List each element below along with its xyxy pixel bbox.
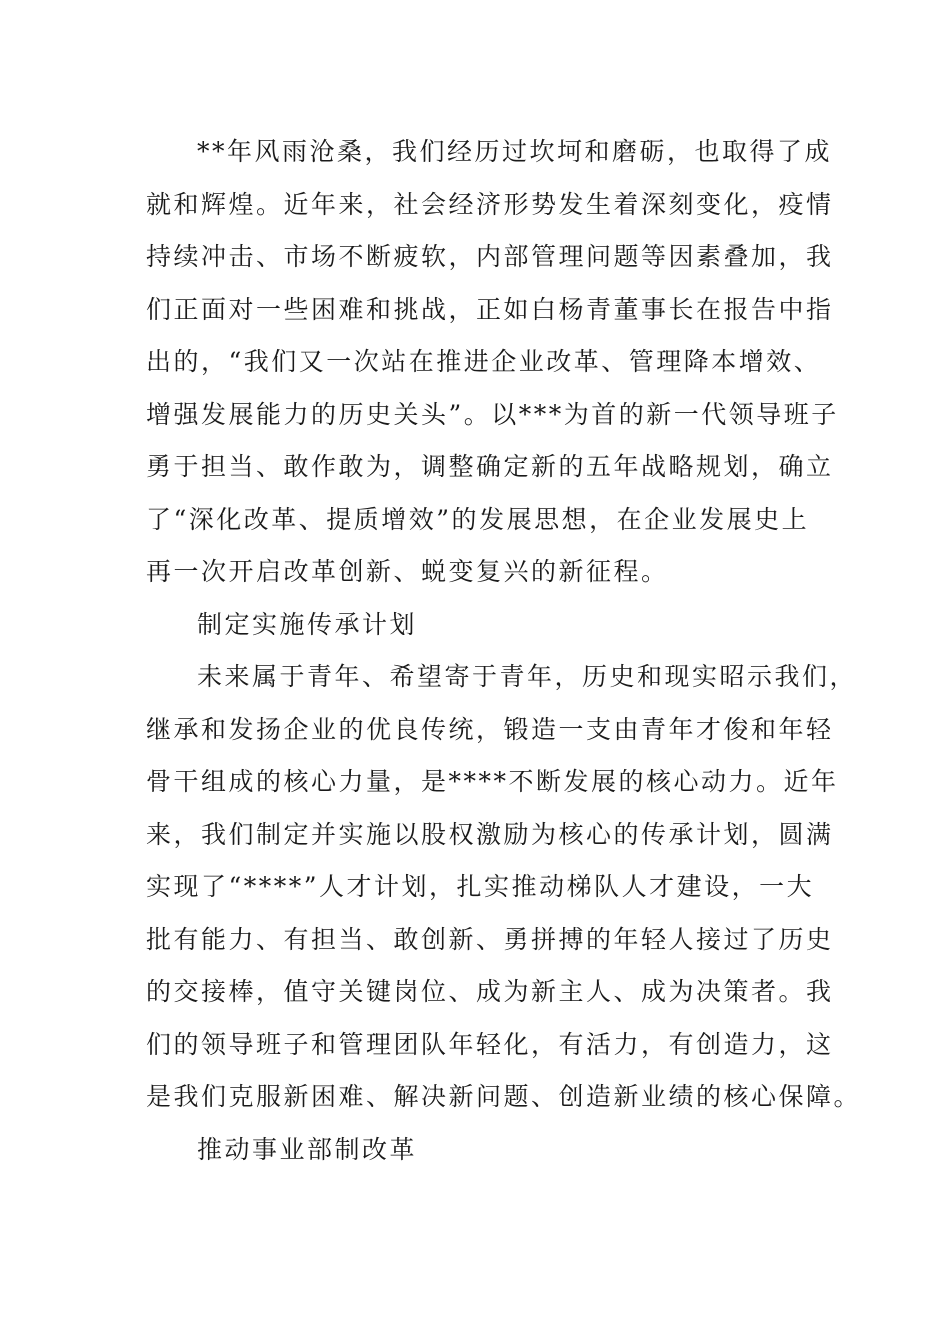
text-line: 实现了“****”人才计划，扎实推动梯队人才建设，一大 [146,872,815,901]
section-heading-succession-plan: 制定实施传承计划 [197,609,418,639]
document-body [146,126,862,1176]
text-line: 增强发展能力的历史关头”。以***为首的新一代领导班子 [146,399,839,429]
text-line: 再一次开启改革创新、蜕变复兴的新征程。 [146,557,669,586]
text-line: 们正面对一些困难和挑战，正如白杨青董事长在报告中指 [146,294,834,324]
text-line: 勇于担当、敢作敢为，调整确定新的五年战略规划，确立 [146,452,834,481]
paragraph-history [146,126,839,599]
text-line: 们的领导班子和管理团队年轻化，有活力，有创造力，这 [146,1029,834,1059]
text-line: 未来属于青年、希望寄于青年，历史和现实昭示我们， [197,662,858,691]
text-line: 的交接棒，值守关键岗位、成为新主人、成为决策者。我 [146,977,834,1006]
text-line: 是我们克服新困难、解决新问题、创造新业绩的核心保障。 [146,1082,862,1111]
text-line: 持续冲击、市场不断疲软，内部管理问题等因素叠加，我 [146,242,834,271]
text-line: 了“深化改革、提质增效”的发展思想，在企业发展史上 [146,504,810,534]
text-line: 来，我们制定并实施以股权激励为核心的传承计划，圆满 [146,819,834,849]
text-line: 继承和发扬企业的优良传统，锻造一支由青年才俊和年轻 [146,714,834,744]
paragraph-succession [146,651,862,1124]
text-line: 骨干组成的核心力量，是****不断发展的核心动力。近年 [146,767,839,796]
text-line: 批有能力、有担当、敢创新、勇拼搏的年轻人接过了历史 [146,924,834,954]
text-line: **年风雨沧桑，我们经历过坎坷和磨砺，也取得了成 [197,137,833,166]
section-heading-division-reform: 推动事业部制改革 [197,1134,418,1164]
text-line: 出的，“我们又一次站在推进企业改革、管理降本增效、 [146,347,822,376]
text-line: 就和辉煌。近年来，社会经济形势发生着深刻变化，疫情 [146,189,834,219]
